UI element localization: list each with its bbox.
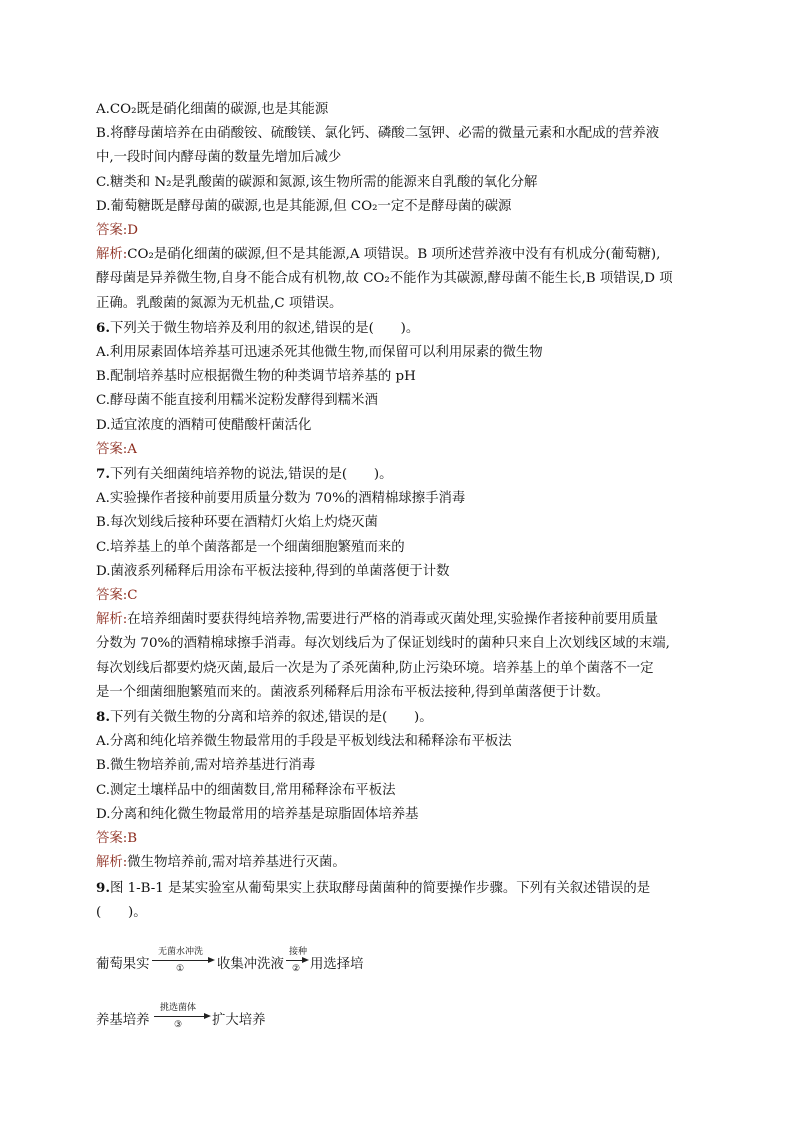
flow-arrow-2-number: ② xyxy=(292,963,301,974)
q7-analysis-line-3: 每次划线后都要灼烧灭菌,最后一次是为了杀死菌种,防止污染环境。培养基上的单个菌落不一定 xyxy=(96,660,654,676)
answer-value: B xyxy=(127,831,138,847)
flow-diagram-row-2 xyxy=(96,987,696,1037)
question-number: 9. xyxy=(96,879,110,896)
answer-label: 答案: xyxy=(96,223,128,239)
q5-option-b-cont: 中,一段时间内酵母菌的数量先增加后减少 xyxy=(96,150,342,166)
q8-analysis xyxy=(96,851,696,875)
q6-stem xyxy=(96,316,696,341)
q5-option-c: C.糖类和 N₂是乳酸菌的碳源和氮源,该生物所需的能源来自乳酸的氧化分解 xyxy=(96,174,538,190)
q6-option-b: B.配制培养基时应根据微生物的种类调节培养基的 pH xyxy=(96,369,416,385)
flow-arrow-1-line xyxy=(152,960,210,961)
flow-arrow-3-line xyxy=(154,1016,206,1017)
question-text: 图 1-B-1 是某实验室从葡萄果实上获取酵母菌菌种的简要操作步骤。下列有关叙述错误的是 xyxy=(109,880,651,896)
q7-option-c: C.培养基上的单个菌落都是一个细菌细胞繁殖而来的 xyxy=(96,539,405,555)
analysis-text: CO₂是硝化细菌的碳源,但不是其能源,A 项错误。B 项所述营养液中没有有机成分(葡萄糖), xyxy=(127,247,661,263)
analysis-text: 微生物培养前,需对培养基进行灭菌。 xyxy=(127,855,346,871)
flow-arrow-2-head xyxy=(302,957,309,963)
q5-option-d: D.葡萄糖既是酵母菌的碳源,也是其能源,但 CO₂一定不是酵母菌的碳源 xyxy=(96,198,512,214)
flow-arrow-2-label: 接种 xyxy=(289,946,308,957)
q6-answer xyxy=(96,438,696,462)
q7-option-a: A.实验操作者接种前要用质量分数为 70%的酒精棉球擦手消毒 xyxy=(96,491,466,507)
flow-arrow-3-head xyxy=(204,1013,211,1019)
flow-arrow-1-label: 无菌水冲洗 xyxy=(158,946,204,957)
answer-value: A xyxy=(127,441,137,457)
q8-answer xyxy=(96,827,696,851)
question-number: 8. xyxy=(96,709,110,726)
q7-option-b: B.每次划线后接种环要在酒精灯火焰上灼烧灭菌 xyxy=(96,515,378,531)
answer-value: C xyxy=(127,588,138,604)
analysis-text: 在培养细菌时要获得纯培养物,需要进行严格的消毒或灭菌处理,实验操作者接种前要用质量 xyxy=(127,612,659,628)
question-text: 下列关于微生物培养及利用的叙述,错误的是( )。 xyxy=(109,320,420,336)
flow-diagram-row-1 xyxy=(96,929,696,987)
q8-option-b: B.微生物培养前,需对培养基进行消毒 xyxy=(96,758,316,774)
question-number: 7. xyxy=(96,466,110,483)
q7-stem xyxy=(96,462,696,487)
q7-analysis-line-1 xyxy=(96,608,696,632)
answer-label: 答案: xyxy=(96,441,128,457)
flow-step-grape: 葡萄果实 xyxy=(96,956,150,972)
flow-arrow-1-number: ① xyxy=(176,963,185,974)
q6-option-a: A.利用尿素固体培养基可迅速杀死其他微生物,而保留可以利用尿素的微生物 xyxy=(96,345,543,361)
q7-analysis-line-2: 分数为 70%的酒精棉球擦手消毒。每次划线后为了保证划线时的菌种只来自上次划线区域的末端, xyxy=(96,636,670,652)
analysis-label: 解析: xyxy=(96,855,128,871)
q6-option-d: D.适宜浓度的酒精可使醋酸杆菌活化 xyxy=(96,417,312,433)
analysis-label: 解析: xyxy=(96,247,128,263)
q5-option-b: B.将酵母菌培养在由硝酸铵、硫酸镁、氯化钙、磷酸二氢钾、必需的微量元素和水配成的营养液 xyxy=(96,126,660,142)
q5-analysis-line-2: 酵母菌是异养微生物,自身不能合成有机物,故 CO₂不能作为其碳源,酵母菌不能生长,B 项错误,D 项 xyxy=(96,271,673,287)
question-number: 6. xyxy=(96,319,110,336)
analysis-label: 解析: xyxy=(96,612,128,628)
flow-arrow-3-label: 挑选菌体 xyxy=(160,1002,197,1013)
flow-step-wash-liquid: 收集冲洗液 xyxy=(217,956,284,972)
question-text: 下列有关细菌纯培养物的说法,错误的是( )。 xyxy=(109,467,393,483)
q8-stem xyxy=(96,705,696,730)
q5-analysis-line-3: 正确。乳酸菌的氮源为无机盐,C 项错误。 xyxy=(96,295,343,311)
q9-stem-line-2: ( )。 xyxy=(96,904,147,920)
q8-option-a: A.分离和纯化培养微生物最常用的手段是平板划线法和稀释涂布平板法 xyxy=(96,734,512,750)
q6-option-c: C.酵母菌不能直接利用糯米淀粉发酵得到糯米酒 xyxy=(96,393,378,409)
q5-answer xyxy=(96,219,696,243)
q9-stem-line-1 xyxy=(96,876,696,901)
answer-label: 答案: xyxy=(96,588,128,604)
flow-arrow-1-head xyxy=(208,957,215,963)
flow-arrow-3-number: ③ xyxy=(174,1019,183,1030)
flow-step-selective-medium: 用选择培 xyxy=(310,956,364,972)
q8-option-d: D.分离和纯化微生物最常用的培养基是琼脂固体培养基 xyxy=(96,806,419,822)
flow-step-expand-culture: 扩大培养 xyxy=(212,1012,266,1028)
flow-step-selective-medium-cont: 养基培养 xyxy=(96,1012,150,1028)
q7-analysis-line-4: 是一个细菌细胞繁殖而来的。菌液系列稀释后用涂布平板法接种,得到单菌落便于计数。 xyxy=(96,684,610,700)
question-text: 下列有关微生物的分离和培养的叙述,错误的是( )。 xyxy=(109,710,433,726)
q5-option-a: A.CO₂既是硝化细菌的碳源,也是其能源 xyxy=(96,102,329,117)
q5-analysis-line-1 xyxy=(96,243,696,267)
answer-label: 答案: xyxy=(96,831,128,847)
q7-answer xyxy=(96,584,696,608)
answer-value: D xyxy=(127,223,139,239)
q8-option-c: C.测定土壤样品中的细菌数目,常用稀释涂布平板法 xyxy=(96,782,396,798)
document-page xyxy=(96,98,696,1037)
q7-option-d: D.菌液系列稀释后用涂布平板法接种,得到的单菌落便于计数 xyxy=(96,563,450,579)
